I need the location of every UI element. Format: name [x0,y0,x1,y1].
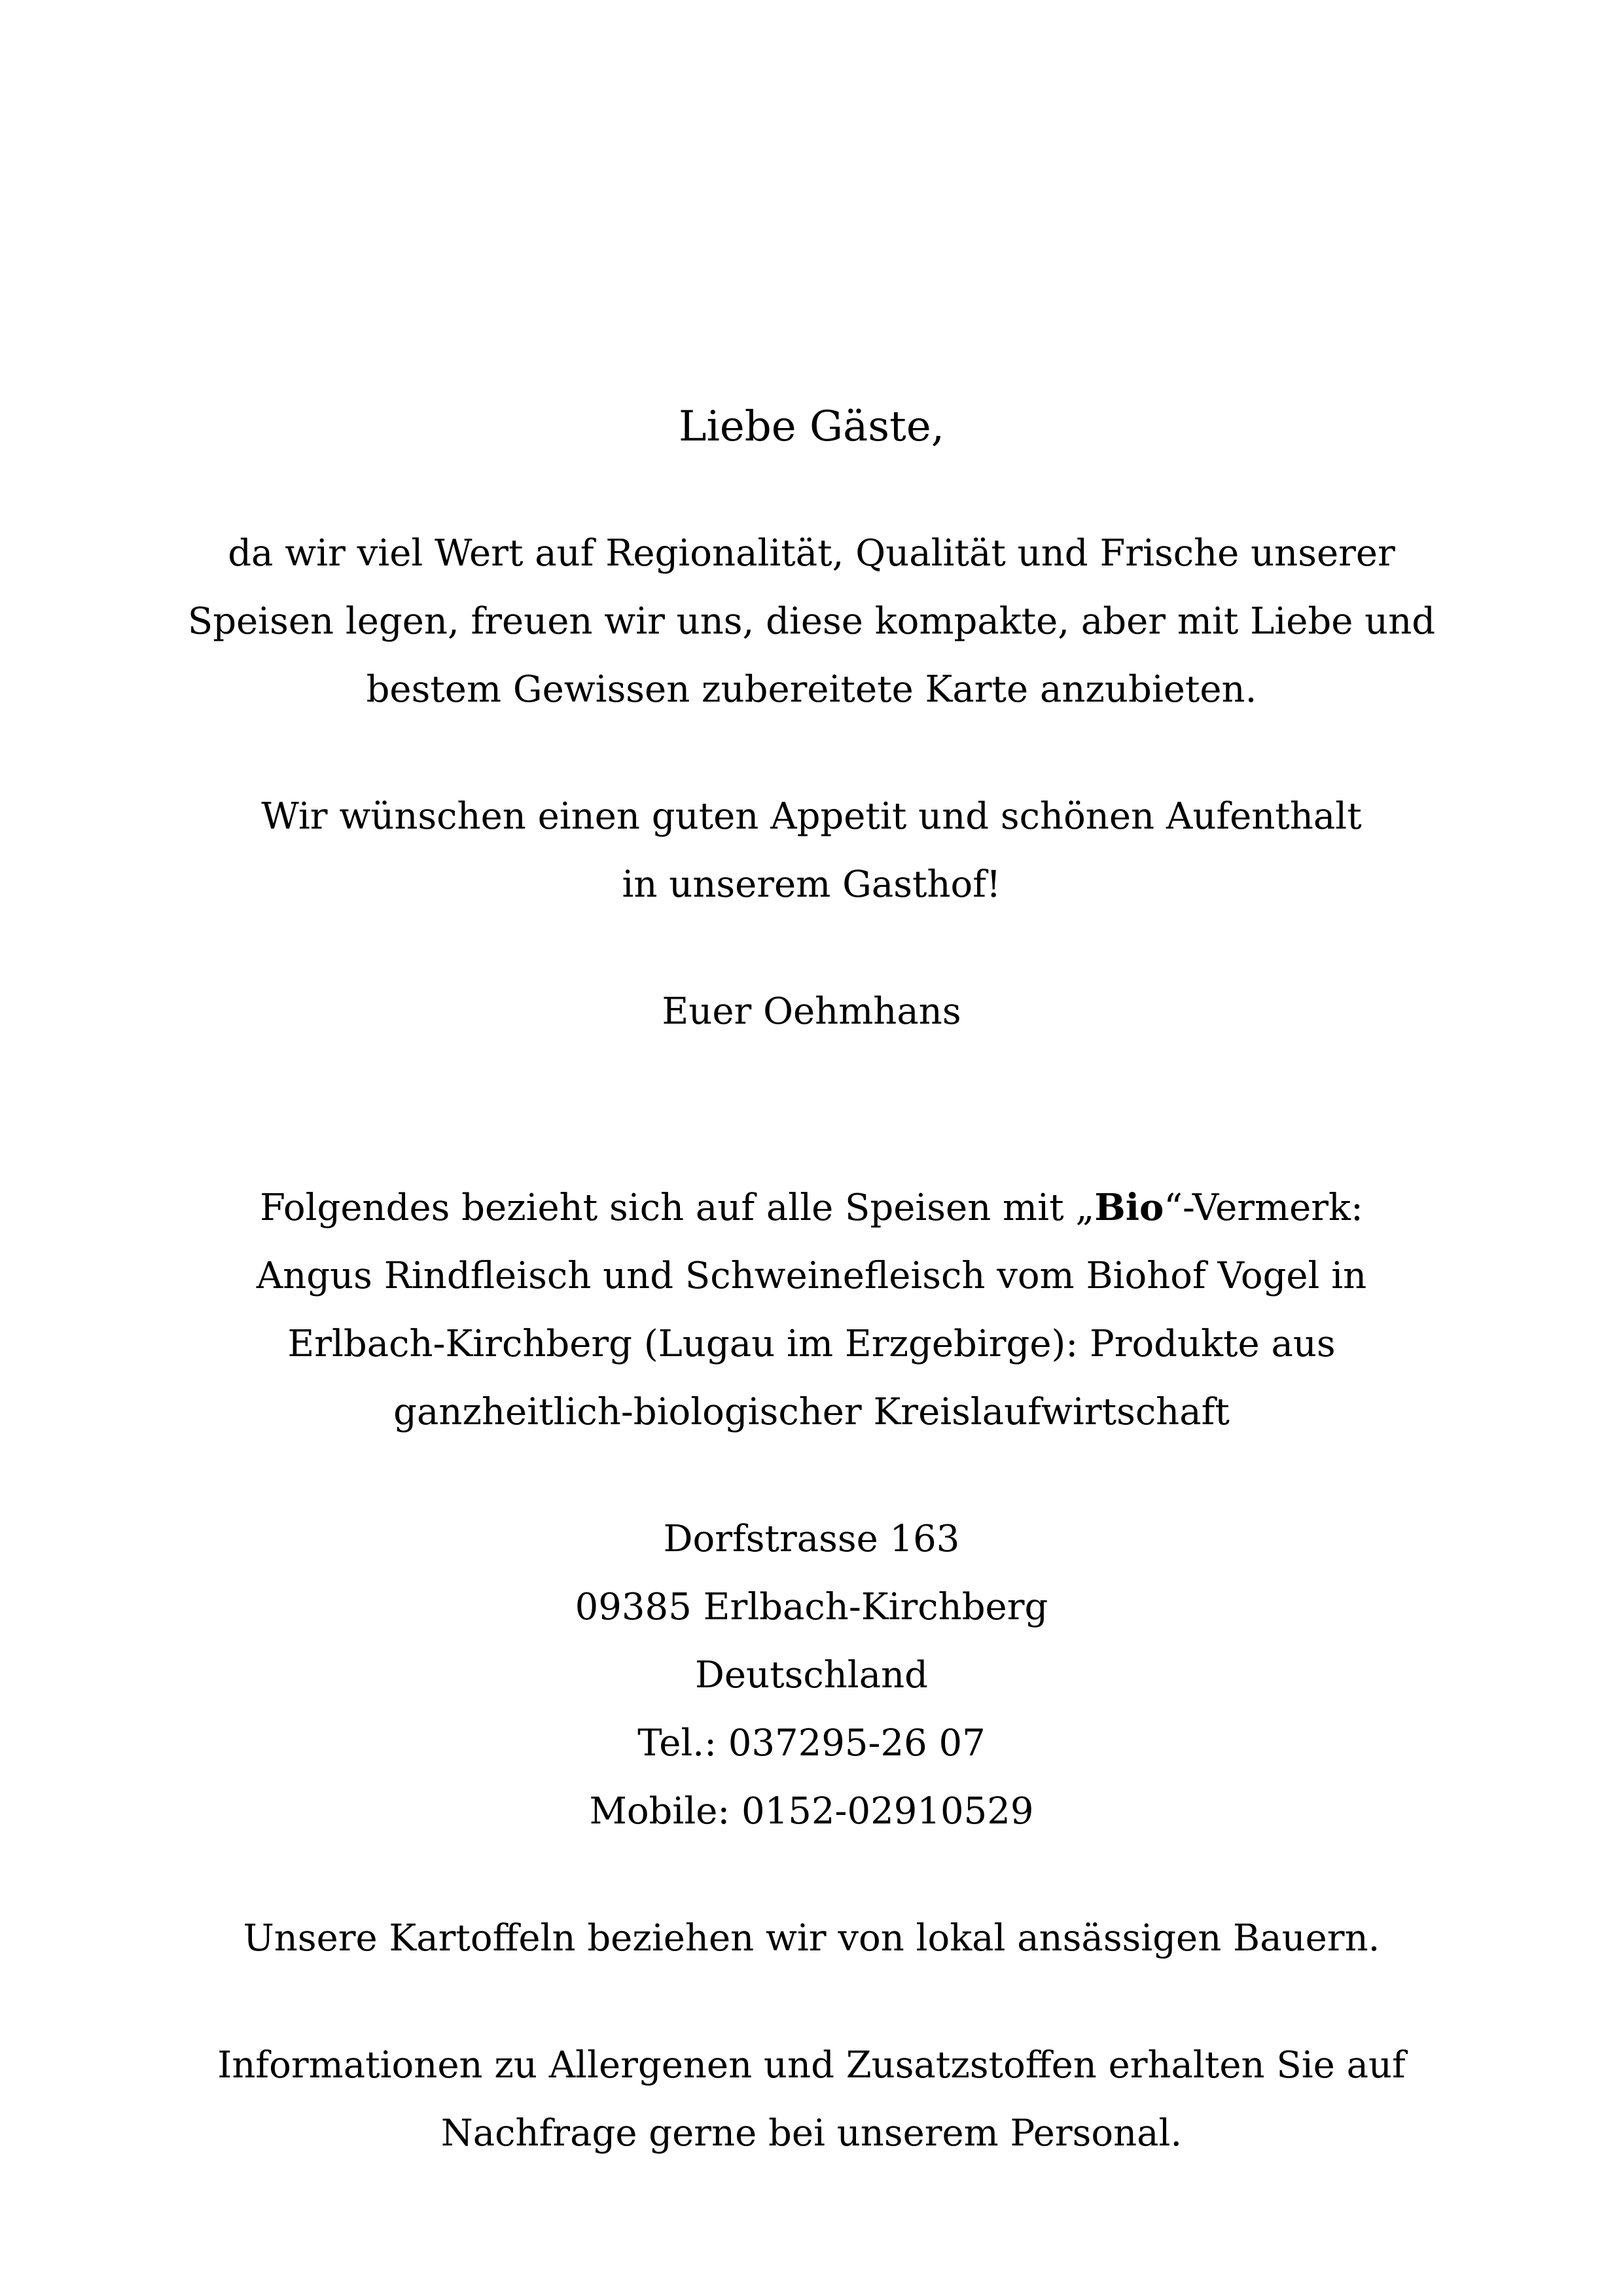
potato-note-text: Unsere Kartoffeln beziehen wir von lokal ansässigen Bauern. [243,1917,1380,1960]
address-block [0,1505,1623,1846]
intro-line: Speisen legen, freuen wir uns, diese kompakte, aber mit Liebe und [187,600,1436,643]
potato-note-paragraph [0,1905,1623,1973]
greeting-text: Liebe Gäste, [678,403,945,451]
greeting-heading [0,393,1623,461]
bio-note-line1-suffix: “-Vermerk: [1164,1187,1363,1229]
signature-text: Euer Oehmhans [662,990,961,1033]
address-mobile: Mobile: 0152-02910529 [589,1790,1034,1833]
intro-line: bestem Gewissen zubereitete Karte anzubieten. [366,668,1257,711]
intro-line: da wir viel Wert auf Regionalität, Qualität und Frische unserer [228,532,1395,575]
bio-note-line: Erlbach-Kirchberg (Lugau im Erzgebirge): Produkte aus [287,1323,1336,1365]
address-city: 09385 Erlbach-Kirchberg [575,1586,1048,1628]
allergen-note-line: Informationen zu Allergenen und Zusatzstoffen erhalten Sie auf [217,2044,1406,2087]
allergen-note-line: Nachfrage gerne bei unserem Personal. [440,2112,1183,2155]
allergen-note-paragraph [0,2032,1623,2168]
bio-note-line1-prefix: Folgendes bezieht sich auf alle Speisen mit „ [260,1187,1095,1229]
bio-note-line: ganzheitlich-biologischer Kreislaufwirtschaft [393,1391,1230,1433]
bio-note-bold-word: Bio [1094,1186,1164,1229]
wish-line: in unserem Gasthof! [622,863,1001,906]
signature-paragraph [0,978,1623,1046]
wish-paragraph [0,783,1623,919]
address-country: Deutschland [695,1654,928,1696]
wish-line: Wir wünschen einen guten Appetit und schönen Aufenthalt [261,795,1362,838]
intro-paragraph [0,520,1623,724]
bio-note-line [0,1174,1623,1242]
address-phone: Tel.: 037295-26 07 [637,1722,986,1765]
bio-note-line: Angus Rindfleisch und Schweinefleisch vom Biohof Vogel in [256,1255,1367,1297]
bio-note-paragraph [0,1174,1623,1446]
address-street: Dorfstrasse 163 [663,1518,960,1560]
